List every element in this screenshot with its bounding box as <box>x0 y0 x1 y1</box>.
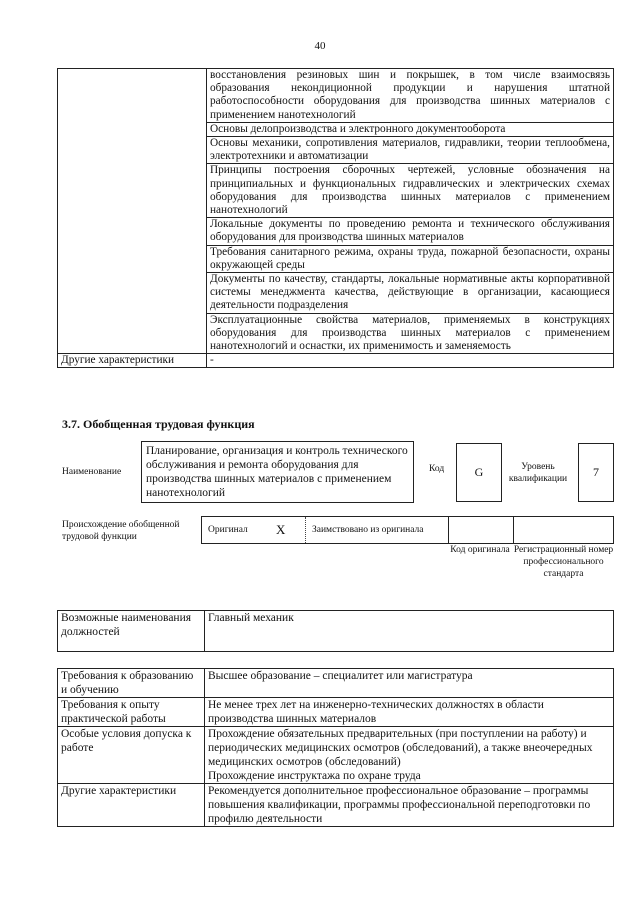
other-characteristics-label: Другие характеристики <box>58 354 207 368</box>
origin-divider <box>513 517 514 543</box>
code-label: Код <box>429 464 445 474</box>
knowledge-item: Эксплуатационные свойства материалов, применяемых в конструкциях оборудования для производства шинных материалов с применением нанотехнологий и оснастки, их применимость и заменяемость <box>207 313 614 354</box>
function-name: Планирование, организация и контроль технического обслуживания и ремонта оборудования для производства шинных материалов с применением нанотехнологий <box>141 441 414 503</box>
requirement-value: Рекомендуется дополнительное профессиональное образование – программы повышения квалификации, программы профессиональной переподготовки по профилю деятельности <box>205 784 614 827</box>
level-label: Уровень квалификации <box>508 462 568 484</box>
knowledge-table <box>57 68 614 368</box>
other-characteristics-value: - <box>207 354 614 368</box>
requirement-label: Другие характеристики <box>58 784 205 827</box>
requirement-value-cell <box>205 727 614 784</box>
origin-box <box>201 516 614 544</box>
code-value: G <box>456 443 502 502</box>
origin-divider <box>305 517 306 543</box>
code-caption: Код оригинала <box>450 545 510 555</box>
empty-label-cell <box>58 69 207 354</box>
requirement-value: Высшее образование – специалитет или магистратура <box>205 669 614 698</box>
requirement-value: Не менее трех лет на инженерно-технических должностях в области производства шинных материалов <box>205 698 614 727</box>
knowledge-item: Принципы построения сборочных чертежей, условные обозначения на принципиальных и функциональных гидравлических и электрических схемах оборудования для производства шинных материалов с применением нанотехнологий <box>207 164 614 218</box>
original-label: Оригинал <box>208 525 248 535</box>
knowledge-item: Документы по качеству, стандарты, локальные нормативные акты корпоративной системы менеджмента качества, действующие в организации, касающиеся деятельности подразделения <box>207 273 614 314</box>
positions-table <box>57 610 614 652</box>
requirement-value: Прохождение обязательных предварительных (при поступлении на работу) и периодических медицинских осмотров (обследований), а также внеочередных медицинских осмотров (обследований) <box>208 728 593 768</box>
origin-divider <box>448 517 449 543</box>
requirement-value: Прохождение инструктажа по охране труда <box>208 770 421 782</box>
knowledge-item: восстановления резиновых шин и покрышек, в том числе взаимосвязь образования некондиционной продукции и нарушения штатной работоспособности оборудования для производства шинных материалов с применением нанотехнологий <box>207 69 614 123</box>
borrowed-label: Заимствовано из оригинала <box>312 525 424 535</box>
requirements-table <box>57 668 614 827</box>
positions-label: Возможные наименования должностей <box>58 611 205 652</box>
original-mark: X <box>276 522 286 537</box>
registration-caption: Регистрационный номер профессионального стандарта <box>513 545 614 579</box>
knowledge-item: Основы делопроизводства и электронного документооборота <box>207 122 614 136</box>
knowledge-item: Требования санитарного режима, охраны труда, пожарной безопасности, охраны окружающей среды <box>207 245 614 272</box>
requirement-label: Требования к образованию и обучению <box>58 669 205 698</box>
name-label: Наименование <box>62 467 122 477</box>
section-title: 3.7. Обобщенная трудовая функция <box>62 417 255 431</box>
knowledge-item: Локальные документы по проведению ремонта и технического обслуживания оборудования для производства шинных материалов <box>207 218 614 245</box>
level-value: 7 <box>578 443 614 502</box>
positions-value: Главный механик <box>205 611 614 652</box>
origin-label: Происхождение обобщенной трудовой функции <box>62 520 180 542</box>
requirement-label: Требования к опыту практической работы <box>58 698 205 727</box>
knowledge-item: Основы механики, сопротивления материалов, гидравлики, теории теплообмена, электротехники и автоматизации <box>207 137 614 164</box>
requirement-label: Особые условия допуска к работе <box>58 727 205 784</box>
page-number: 40 <box>314 40 326 52</box>
